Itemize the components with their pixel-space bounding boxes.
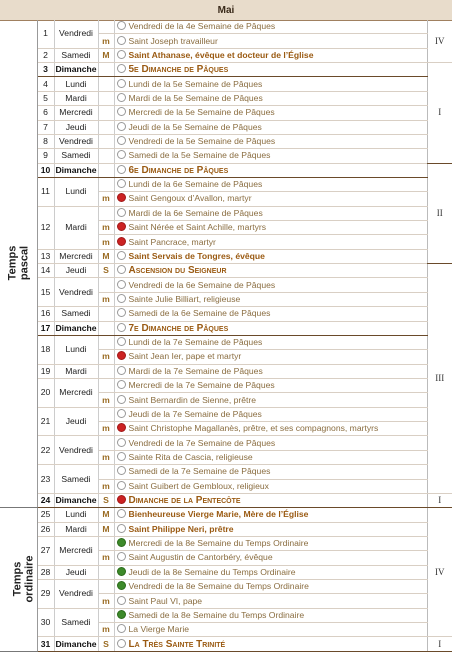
calendar-row — [0, 364, 452, 378]
celebration-title: Sainte Julie Billiart, religieuse — [128, 294, 241, 304]
rank-code: m — [98, 393, 114, 407]
psalter-week: I — [427, 637, 452, 651]
day-number: 28 — [37, 565, 54, 579]
celebration — [114, 594, 427, 608]
season-line1: Temps — [6, 245, 19, 281]
rank-code: S — [98, 637, 114, 651]
rank-code — [98, 206, 114, 220]
calendar-row — [0, 637, 452, 651]
rank-code — [98, 565, 114, 579]
calendar-row — [0, 407, 452, 421]
calendar-row — [0, 278, 452, 292]
rank-code — [98, 536, 114, 550]
calendar-row — [0, 608, 452, 622]
celebration-title: Samedi de la 8e Semaine du Temps Ordinaire — [128, 609, 305, 620]
celebration-title: Saint Joseph travailleur — [128, 35, 218, 46]
calendar-row — [0, 120, 452, 134]
calendar-row — [0, 177, 452, 191]
psalter-week: I — [427, 63, 452, 164]
white-circle-icon — [117, 165, 126, 174]
season-line2: ordinaire — [23, 555, 36, 603]
white-circle-icon — [117, 596, 126, 605]
rank-code — [98, 120, 114, 134]
rank-code: m — [98, 450, 114, 464]
day-number: 14 — [37, 264, 54, 278]
calendar-row — [0, 465, 452, 479]
day-number: 21 — [37, 407, 54, 436]
celebration — [114, 637, 427, 651]
calendar-row — [0, 580, 452, 594]
celebration-title: Saint Guibert de Gembloux, religieux — [128, 480, 269, 491]
calendar-row — [0, 206, 452, 220]
day-of-week: Dimanche — [54, 321, 98, 335]
celebration-title: Saint Gengoux d’Avallon, martyr — [128, 193, 252, 204]
day-number: 9 — [37, 149, 54, 163]
day-of-week: Jeudi — [54, 407, 98, 436]
celebration-title: Vendredi de la 8e Semaine du Temps Ordinaire — [128, 581, 309, 592]
celebration — [114, 134, 427, 148]
rank-code — [98, 465, 114, 479]
day-number: 18 — [37, 335, 54, 364]
green-circle-icon — [117, 538, 126, 547]
day-number: 1 — [37, 20, 54, 48]
white-circle-icon — [117, 251, 126, 260]
rank-code — [98, 321, 114, 335]
season-label — [0, 20, 37, 508]
calendar-row — [0, 106, 452, 120]
calendar-row — [0, 20, 452, 34]
celebration — [114, 378, 427, 392]
calendar-row — [0, 77, 452, 91]
white-circle-icon — [117, 64, 126, 73]
celebration-title: Mardi de la 5e Semaine de Pâques — [128, 92, 263, 103]
day-number: 17 — [37, 321, 54, 335]
celebration-title: Samedi de la 7e Semaine de Pâques — [128, 466, 271, 477]
day-number: 15 — [37, 278, 54, 307]
rank-code — [98, 407, 114, 421]
celebration-title: Saint Augustin de Cantorbéry, évêque — [128, 552, 273, 563]
celebration-title: 5e Dimanche de Pâques — [128, 64, 229, 76]
day-number: 19 — [37, 364, 54, 378]
red-circle-icon — [117, 237, 126, 246]
celebration — [114, 120, 427, 134]
celebration — [114, 522, 427, 536]
celebration — [114, 450, 427, 464]
celebration — [114, 77, 427, 91]
rank-code: m — [98, 623, 114, 637]
white-circle-icon — [117, 150, 126, 159]
day-of-week: Vendredi — [54, 436, 98, 465]
celebration-title: Mercredi de la 5e Semaine de Pâques — [128, 107, 275, 118]
rank-code — [98, 177, 114, 191]
celebration — [114, 292, 427, 306]
rank-code — [98, 335, 114, 349]
white-circle-icon — [117, 280, 126, 289]
celebration-title: Saint Jean Ier, pape et martyr — [128, 351, 242, 362]
rank-code: m — [98, 350, 114, 364]
red-circle-icon — [117, 495, 126, 504]
celebration-title: Jeudi de la 7e Semaine de Pâques — [128, 408, 262, 419]
celebration-title: Mercredi de la 8e Semaine du Temps Ordinaire — [128, 538, 309, 549]
celebration — [114, 163, 427, 177]
celebration-title: Lundi de la 7e Semaine de Pâques — [128, 337, 263, 348]
day-of-week: Samedi — [54, 48, 98, 62]
rank-code — [98, 608, 114, 622]
white-circle-icon — [117, 107, 126, 116]
day-of-week: Mercredi — [54, 536, 98, 565]
white-circle-icon — [117, 438, 126, 447]
calendar-row — [0, 63, 452, 77]
calendar-row — [0, 436, 452, 450]
green-circle-icon — [117, 610, 126, 619]
white-circle-icon — [117, 308, 126, 317]
day-of-week: Jeudi — [54, 120, 98, 134]
rank-code — [98, 163, 114, 177]
day-of-week: Lundi — [54, 77, 98, 91]
calendar-row — [0, 91, 452, 105]
celebration-title: Vendredi de la 4e Semaine de Pâques — [128, 21, 276, 32]
rank-code: M — [98, 249, 114, 263]
day-of-week: Lundi — [54, 335, 98, 364]
white-circle-icon — [117, 524, 126, 533]
celebration — [114, 565, 427, 579]
rank-code — [98, 91, 114, 105]
celebration-title: Mardi de la 7e Semaine de Pâques — [128, 365, 263, 376]
celebration-title: Saint Bernardin de Sienne, prêtre — [128, 394, 257, 405]
celebration-title: Saint Pancrace, martyr — [128, 236, 216, 247]
rank-code: S — [98, 264, 114, 278]
rank-code: M — [98, 48, 114, 62]
calendar-row — [0, 493, 452, 507]
day-of-week: Dimanche — [54, 493, 98, 507]
calendar-row — [0, 134, 452, 148]
rank-code: m — [98, 235, 114, 249]
celebration — [114, 393, 427, 407]
day-number: 13 — [37, 249, 54, 263]
day-of-week: Vendredi — [54, 20, 98, 48]
day-of-week: Lundi — [54, 177, 98, 206]
day-of-week: Vendredi — [54, 580, 98, 609]
white-circle-icon — [117, 452, 126, 461]
celebration-title: 7e Dimanche de Pâques — [128, 322, 229, 334]
day-number: 2 — [37, 48, 54, 62]
celebration — [114, 536, 427, 550]
rank-code — [98, 106, 114, 120]
calendar-row — [0, 48, 452, 62]
calendar-row — [0, 163, 452, 177]
day-of-week: Mardi — [54, 91, 98, 105]
calendar-row — [0, 307, 452, 321]
celebration-title: La Très Sainte Trinité — [128, 638, 226, 650]
day-of-week: Dimanche — [54, 163, 98, 177]
calendar-row — [0, 335, 452, 349]
rank-code — [98, 63, 114, 77]
day-of-week: Vendredi — [54, 278, 98, 307]
day-number: 16 — [37, 307, 54, 321]
day-of-week: Samedi — [54, 307, 98, 321]
celebration — [114, 465, 427, 479]
celebration — [114, 364, 427, 378]
celebration — [114, 278, 427, 292]
day-number: 30 — [37, 608, 54, 637]
celebration-title: Ascension du Seigneur — [128, 265, 227, 277]
rank-code: m — [98, 551, 114, 565]
celebration-title: Jeudi de la 5e Semaine de Pâques — [128, 121, 262, 132]
rank-code — [98, 364, 114, 378]
celebration-title: Saint Philippe Neri, prêtre — [128, 523, 234, 534]
rank-code — [98, 77, 114, 91]
rank-code — [98, 20, 114, 34]
white-circle-icon — [117, 323, 126, 332]
day-number: 26 — [37, 522, 54, 536]
rank-code — [98, 134, 114, 148]
day-of-week: Vendredi — [54, 134, 98, 148]
white-circle-icon — [117, 50, 126, 59]
rank-code: m — [98, 34, 114, 48]
celebration-title: Vendredi de la 7e Semaine de Pâques — [128, 437, 276, 448]
day-of-week: Mercredi — [54, 106, 98, 120]
rank-code: M — [98, 508, 114, 522]
day-of-week: Samedi — [54, 608, 98, 637]
day-number: 27 — [37, 536, 54, 565]
white-circle-icon — [117, 36, 126, 45]
white-circle-icon — [117, 509, 126, 518]
celebration — [114, 335, 427, 349]
white-circle-icon — [117, 395, 126, 404]
day-of-week: Dimanche — [54, 637, 98, 651]
rank-code: m — [98, 594, 114, 608]
celebration — [114, 264, 427, 278]
celebration — [114, 551, 427, 565]
day-number: 3 — [37, 63, 54, 77]
red-circle-icon — [117, 222, 126, 231]
celebration — [114, 221, 427, 235]
white-circle-icon — [117, 409, 126, 418]
celebration — [114, 436, 427, 450]
rank-code — [98, 580, 114, 594]
white-circle-icon — [117, 337, 126, 346]
calendar-row — [0, 522, 452, 536]
day-number: 11 — [37, 177, 54, 206]
rank-code — [98, 436, 114, 450]
celebration — [114, 34, 427, 48]
month-title: Mai — [0, 0, 452, 21]
white-circle-icon — [117, 481, 126, 490]
calendar-row — [0, 378, 452, 392]
celebration-title: Lundi de la 6e Semaine de Pâques — [128, 179, 263, 190]
calendar-row — [0, 264, 452, 278]
green-circle-icon — [117, 567, 126, 576]
day-number: 24 — [37, 493, 54, 507]
day-of-week: Mardi — [54, 522, 98, 536]
day-of-week: Mardi — [54, 206, 98, 249]
celebration-title: Saint Christophe Magallanès, prêtre, et ses compagnons, martyrs — [128, 423, 379, 434]
celebration — [114, 206, 427, 220]
white-circle-icon — [117, 466, 126, 475]
celebration — [114, 106, 427, 120]
white-circle-icon — [117, 93, 126, 102]
day-of-week: Dimanche — [54, 63, 98, 77]
red-circle-icon — [117, 423, 126, 432]
day-of-week: Jeudi — [54, 565, 98, 579]
rank-code — [98, 378, 114, 392]
celebration — [114, 493, 427, 507]
psalter-week: III — [427, 264, 452, 494]
season-name — [12, 555, 36, 602]
celebration-title: Jeudi de la 8e Semaine du Temps Ordinaire — [128, 566, 296, 577]
calendar-row — [0, 249, 452, 263]
celebration — [114, 307, 427, 321]
celebration-title: Sainte Rita de Cascia, religieuse — [128, 451, 253, 462]
rank-code: m — [98, 221, 114, 235]
white-circle-icon — [117, 79, 126, 88]
celebration — [114, 48, 427, 62]
celebration — [114, 177, 427, 191]
rank-code: M — [98, 522, 114, 536]
celebration-title: Mercredi de la 7e Semaine de Pâques — [128, 380, 275, 391]
celebration-title: Vendredi de la 5e Semaine de Pâques — [128, 136, 276, 147]
celebration — [114, 63, 427, 77]
day-of-week: Mercredi — [54, 249, 98, 263]
white-circle-icon — [117, 552, 126, 561]
day-number: 5 — [37, 91, 54, 105]
white-circle-icon — [117, 179, 126, 188]
celebration-title: Mardi de la 6e Semaine de Pâques — [128, 207, 263, 218]
green-circle-icon — [117, 581, 126, 590]
day-of-week: Jeudi — [54, 264, 98, 278]
day-number: 7 — [37, 120, 54, 134]
white-circle-icon — [117, 624, 126, 633]
day-of-week: Mercredi — [54, 378, 98, 407]
season-label — [0, 508, 37, 652]
celebration-title: Samedi de la 5e Semaine de Pâques — [128, 150, 271, 161]
celebration — [114, 149, 427, 163]
day-of-week: Samedi — [54, 465, 98, 494]
celebration-title: 6e Dimanche de Pâques — [128, 164, 229, 176]
calendar-row — [0, 536, 452, 550]
psalter-week: IV — [427, 508, 452, 637]
celebration-title: Bienheureuse Vierge Marie, Mère de l’Église — [128, 509, 309, 520]
day-number: 31 — [37, 637, 54, 651]
season-name — [6, 246, 30, 281]
rank-code: m — [98, 192, 114, 206]
rank-code: m — [98, 479, 114, 493]
white-circle-icon — [117, 122, 126, 131]
calendar-table — [0, 20, 452, 652]
celebration-title: La Vierge Marie — [128, 624, 190, 635]
rank-code — [98, 307, 114, 321]
rank-code: S — [98, 493, 114, 507]
day-number: 23 — [37, 465, 54, 494]
white-circle-icon — [117, 366, 126, 375]
celebration — [114, 321, 427, 335]
rank-code: m — [98, 292, 114, 306]
celebration — [114, 608, 427, 622]
celebration — [114, 192, 427, 206]
celebration-title: Saint Paul VI, pape — [128, 595, 203, 606]
celebration — [114, 508, 427, 522]
calendar-row — [0, 508, 452, 522]
white-circle-icon — [117, 136, 126, 145]
white-circle-icon — [117, 208, 126, 217]
celebration — [114, 249, 427, 263]
day-number: 22 — [37, 436, 54, 465]
calendar-row — [0, 565, 452, 579]
day-number: 20 — [37, 378, 54, 407]
day-of-week: Samedi — [54, 149, 98, 163]
celebration-title: Saint Athanase, évêque et docteur de l’Église — [128, 49, 314, 60]
day-of-week: Lundi — [54, 508, 98, 522]
celebration-title: Lundi de la 5e Semaine de Pâques — [128, 78, 263, 89]
white-circle-icon — [117, 380, 126, 389]
celebration — [114, 479, 427, 493]
celebration — [114, 422, 427, 436]
celebration-title: Vendredi de la 6e Semaine de Pâques — [128, 279, 276, 290]
celebration-title: Saint Servais de Tongres, évêque — [128, 250, 265, 261]
day-number: 8 — [37, 134, 54, 148]
day-number: 10 — [37, 163, 54, 177]
red-circle-icon — [117, 193, 126, 202]
rank-code — [98, 149, 114, 163]
psalter-week: IV — [427, 20, 452, 63]
celebration — [114, 580, 427, 594]
season-line1: Temps — [11, 561, 24, 597]
day-number: 29 — [37, 580, 54, 609]
psalter-week: II — [427, 163, 452, 264]
celebration-title: Dimanche de la Pentecôte — [128, 495, 241, 507]
celebration — [114, 91, 427, 105]
calendar-row — [0, 321, 452, 335]
celebration — [114, 20, 427, 34]
rank-code: m — [98, 422, 114, 436]
rank-code — [98, 278, 114, 292]
calendar-row — [0, 149, 452, 163]
celebration-title: Saint Nérée et Saint Achille, martyrs — [128, 222, 267, 233]
celebration-title: Samedi de la 6e Semaine de Pâques — [128, 308, 271, 319]
day-number: 6 — [37, 106, 54, 120]
white-circle-icon — [117, 294, 126, 303]
celebration — [114, 350, 427, 364]
celebration — [114, 407, 427, 421]
day-number: 12 — [37, 206, 54, 249]
white-circle-icon — [117, 265, 126, 274]
day-number: 25 — [37, 508, 54, 522]
white-circle-icon — [117, 21, 126, 30]
psalter-week: I — [427, 493, 452, 507]
day-of-week: Mardi — [54, 364, 98, 378]
day-number: 4 — [37, 77, 54, 91]
celebration — [114, 623, 427, 637]
red-circle-icon — [117, 351, 126, 360]
season-line2: pascal — [18, 245, 31, 281]
celebration — [114, 235, 427, 249]
